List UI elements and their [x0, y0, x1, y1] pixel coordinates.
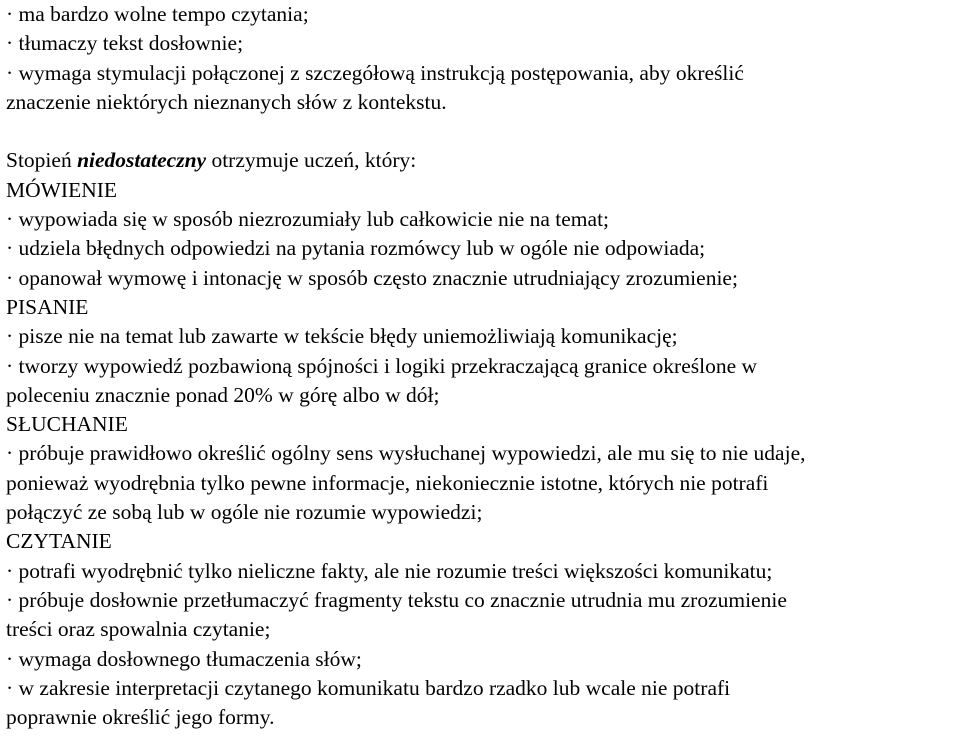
intro-line: znaczenie niektórych nieznanych słów z kontekstu.: [6, 89, 447, 114]
criterion-line: · tworzy wypowiedź pozbawioną spójności i logiki przekraczającą granice określone w: [6, 353, 758, 378]
criterion-line: połączyć ze sobą lub w ogóle nie rozumie wypowiedzi;: [6, 500, 483, 525]
intro-line: · ma bardzo wolne tempo czytania;: [6, 2, 309, 26]
criterion-line: poleceniu znacznie ponad 20% w górę albo w dół;: [6, 382, 440, 407]
intro-line: · tłumaczy tekst dosłownie;: [6, 31, 244, 56]
document-page: [6, 0, 956, 732]
section-heading-speaking: MÓWIENIE: [6, 177, 118, 202]
criterion-line: · potrafi wyodrębnić tylko nieliczne fakty, ale nie rozumie treści większości komunikatu;: [6, 558, 773, 583]
criterion-line: · udziela błędnych odpowiedzi na pytania rozmówcy lub w ogóle nie odpowiada;: [6, 236, 706, 261]
criterion-line: · próbuje dosłownie przetłumaczyć fragmenty tekstu co znacznie utrudnia mu zrozumienie: [6, 587, 787, 612]
section-heading-writing: PISANIE: [6, 294, 89, 319]
section-heading-reading: CZYTANIE: [6, 529, 112, 554]
criterion-line: · opanował wymowę i intonację w sposób często znacznie utrudniający zrozumienie;: [6, 265, 738, 290]
criterion-line: · próbuje prawidłowo określić ogólny sens wysłuchanej wypowiedzi, ale mu się to nie udaje,: [6, 441, 806, 466]
grade-prefix: Stopień: [6, 148, 78, 173]
section-heading-listening: SŁUCHANIE: [6, 412, 128, 437]
grade-heading: [6, 146, 956, 175]
criterion-line: · pisze nie na temat lub zawarte w tekście błędy uniemożliwiają komunikację;: [6, 324, 678, 349]
paragraph-gap: [6, 117, 956, 146]
criterion-line: · wypowiada się w sposób niezrozumiały lub całkowicie nie na temat;: [6, 207, 610, 232]
criterion-line: ponieważ wyodrębnia tylko pewne informacje, niekoniecznie istotne, których nie potrafi: [6, 470, 769, 495]
criterion-line: · w zakresie interpretacji czytanego komunikatu bardzo rzadko lub wcale nie potrafi: [6, 675, 731, 700]
grade-suffix: otrzymuje uczeń, który:: [206, 148, 417, 173]
criterion-line: · wymaga dosłownego tłumaczenia słów;: [6, 646, 362, 671]
intro-line: · wymaga stymulacji połączonej z szczegółową instrukcją postępowania, aby określić: [6, 60, 744, 85]
criterion-line: treści oraz spowalnia czytanie;: [6, 617, 271, 642]
grade-name: niedostateczny: [77, 148, 207, 173]
criterion-line: poprawnie określić jego formy.: [6, 705, 275, 730]
